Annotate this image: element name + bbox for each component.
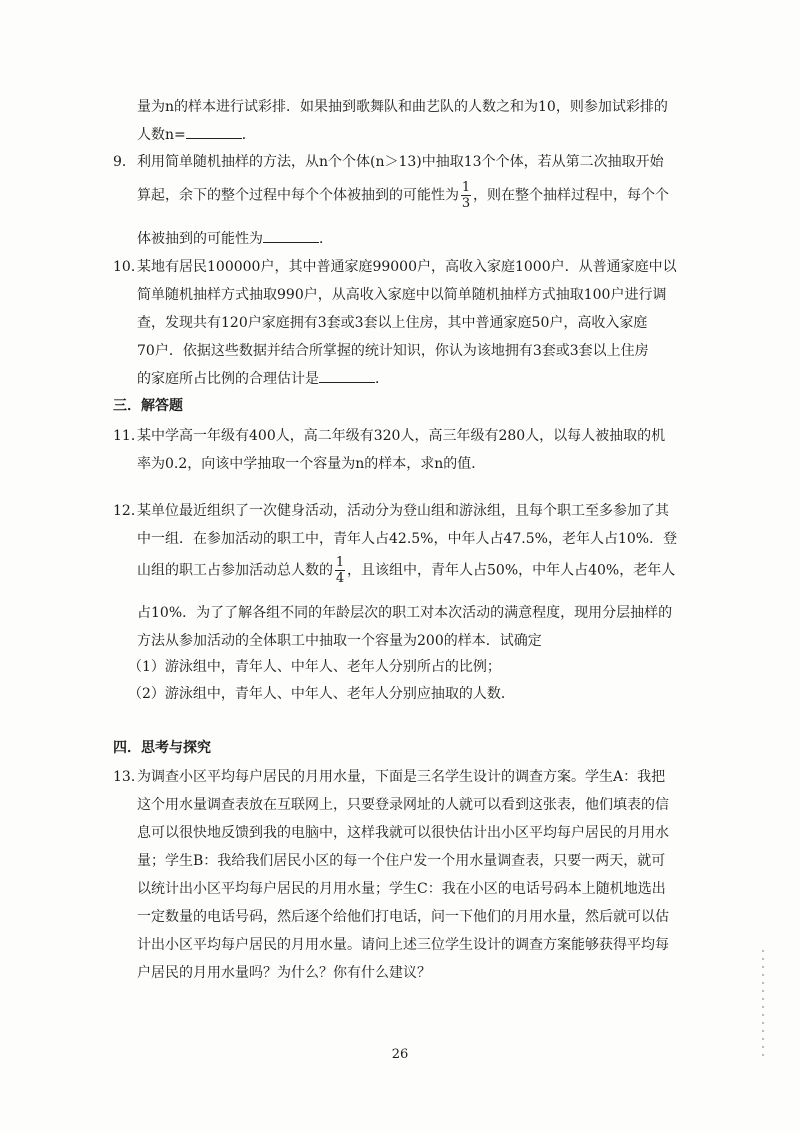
problem-12-text-3: 山组的职工占参加活动总人数的	[137, 562, 333, 579]
problem-9-text-3: 体被抽到的可能性为	[137, 231, 263, 247]
problem-8-period: ．	[241, 127, 256, 143]
problem-12-sub-2: （2）游泳组中，青年人、中年人、老年人分别应抽取的人数．	[128, 686, 515, 702]
answer-blank	[319, 370, 375, 383]
problem-10-line-5	[137, 368, 389, 388]
fraction-one-quarter	[335, 555, 345, 586]
problem-13-line-1: 为调查小区平均每户居民的月用水量，下面是三名学生设计的调查方案。学生A：我把	[137, 769, 666, 785]
fraction-one-third	[461, 180, 471, 211]
answer-blank	[263, 230, 319, 243]
problem-10-text-5: 的家庭所占比例的合理估计是	[137, 371, 319, 387]
fraction-denominator: 4	[335, 571, 345, 586]
problem-9-text: 算起，余下的整个过程中每个个体被抽到的可能性为	[137, 187, 459, 204]
problem-10-line-1: 某地有居民100000户，其中普通家庭99000户，高收入家庭1000户．从普通家庭中以	[137, 259, 677, 275]
fraction-numerator: 1	[461, 180, 471, 195]
problem-13-line-2: 这个用水量调查表放在互联网上，只要登录网址的人就可以看到这张表，他们填表的信	[137, 797, 669, 813]
problem-11-line-1: 某中学高一年级有400人，高二年级有320人，高三年级有280人，以每人被抽取的机	[137, 428, 666, 444]
problem-10-period: ．	[375, 371, 389, 387]
problem-8-text: 人数n=	[137, 127, 186, 143]
page-number: 26	[391, 1047, 409, 1062]
problem-13-line-4: 量；学生B：我给我们居民小区的每一个住户发一个用水量调查表，只要一两天，就可	[137, 853, 666, 869]
problem-13-line-5: 以统计出小区平均每户居民的月用水量；学生C：我在小区的电话号码本上随机地选出	[137, 881, 666, 897]
fraction-denominator: 3	[461, 196, 471, 211]
problem-9-text-2: ，则在整个抽样过程中，每个个	[473, 187, 669, 204]
problem-9-line-2	[137, 180, 669, 211]
problem-12-text-3b: ，且该组中，青年人占50%，中年人占40%，老年人	[347, 562, 676, 579]
problem-8-line-2	[137, 124, 256, 144]
problem-13-line-8: 户居民的月用水量吗？为什么？你有什么建议？	[137, 965, 431, 981]
problem-13-line-7: 计出小区平均每户居民的月用水量。请问上述三位学生设计的调查方案能够获得平均每	[137, 937, 669, 953]
problem-10-line-2: 简单随机抽样方式抽取990户，从高收入家庭中以简单随机抽样方式抽取100户进行调	[137, 287, 667, 303]
problem-12-number: 12．	[113, 503, 145, 519]
problem-13-line-6: 一定数量的电话号码，然后逐个给他们打电话，问一下他们的月用水量，然后就可以估	[137, 909, 669, 925]
section-3-heading: 三．解答题	[113, 398, 183, 414]
problem-11-line-2: 率为0.2，向该中学抽取一个容量为n的样本，求n的值．	[137, 456, 486, 472]
problem-9-period: ．	[319, 231, 333, 247]
problem-12-line-3	[137, 555, 675, 586]
scan-artifact	[762, 950, 764, 1060]
problem-8-line-1: 量为n的样本进行试彩排．如果抽到歌舞队和曲艺队的人数之和为10，则参加试彩排的	[137, 99, 668, 115]
problem-12-line-5: 方法从参加活动的全体职工中抽取一个容量为200的样本．试确定	[137, 633, 542, 649]
fraction-numerator: 1	[335, 555, 345, 570]
problem-13-number: 13．	[113, 769, 145, 785]
problem-9-number: 9．	[113, 154, 136, 170]
answer-blank	[186, 126, 242, 139]
problem-11-number: 11．	[113, 428, 145, 444]
problem-9-line-1: 利用简单随机抽样的方法，从n个个体(n＞13)中抽取13个个体，若从第二次抽取开始	[137, 154, 664, 170]
section-4-heading: 四．思考与探究	[113, 740, 211, 756]
problem-10-number: 10．	[113, 259, 145, 275]
problem-10-line-4: 70户．依据这些数据并结合所掌握的统计知识，你认为该地拥有3套或3套以上住房	[137, 343, 649, 359]
problem-10-line-3: 查，发现共有120户家庭拥有3套或3套以上住房，其中普通家庭50户，高收入家庭	[137, 315, 648, 331]
problem-9-line-3	[137, 228, 333, 248]
problem-12-line-4: 占10%．为了了解各组不同的年龄层次的职工对本次活动的满意程度，现用分层抽样的	[137, 605, 673, 621]
problem-12-line-1: 某单位最近组织了一次健身活动，活动分为登山组和游泳组，且每个职工至多参加了其	[137, 503, 669, 519]
problem-13-line-3: 息可以很快地反馈到我的电脑中，这样我就可以很快估计出小区平均每户居民的月用水	[137, 825, 669, 841]
problem-12-sub-1: （1）游泳组中，青年人、中年人、老年人分别所占的比例；	[128, 659, 501, 675]
problem-12-line-2: 中一组．在参加活动的职工中，青年人占42.5%，中年人占47.5%，老年人占10%．登	[137, 531, 678, 547]
